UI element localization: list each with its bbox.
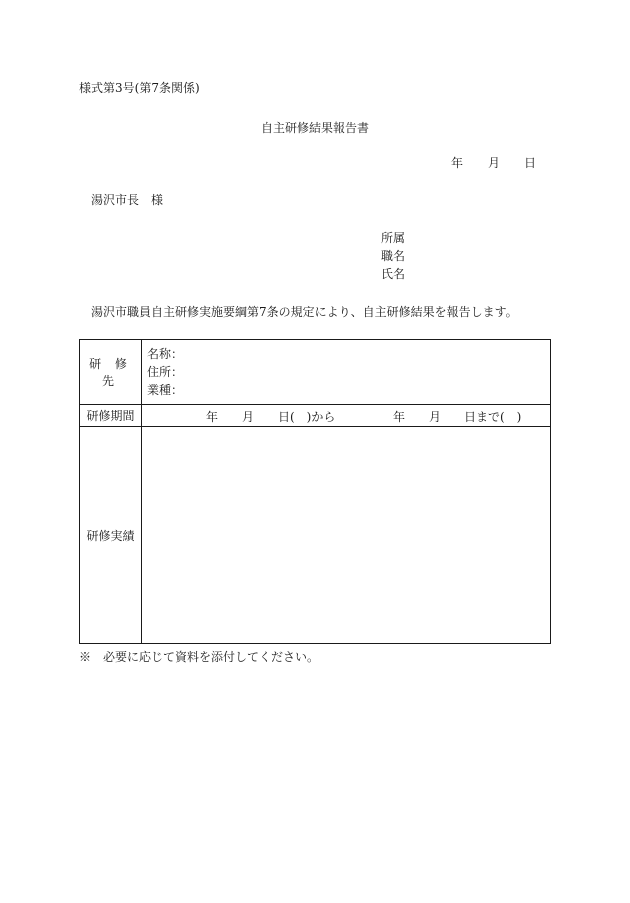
form-number: 様式第3号(第7条関係): [79, 81, 200, 95]
table-row-results: [80, 427, 551, 644]
period-cell[interactable]: [142, 405, 551, 427]
destination-label: 研 修 先: [80, 340, 142, 405]
report-table: [79, 339, 551, 644]
destination-industry-field: 業種：: [147, 383, 184, 397]
results-label: 研修実績: [80, 427, 142, 644]
table-row-destination: [80, 340, 551, 405]
sender-name-label: 氏名: [381, 267, 406, 281]
results-cell[interactable]: [142, 427, 551, 644]
addressee: 湯沢市長 様: [91, 193, 164, 207]
date-year-label: 年: [451, 156, 464, 170]
destination-address-field: 住所：: [147, 365, 184, 379]
destination-cell[interactable]: [142, 340, 551, 405]
sender-affiliation-label: 所属: [381, 231, 406, 245]
period-label: 研修期間: [80, 405, 142, 427]
sender-position-label: 職名: [381, 249, 406, 263]
period-start-year: 年: [206, 410, 219, 424]
footnote: ※ 必要に応じて資料を添付してください。: [79, 650, 320, 664]
period-end-day: 日まで( ): [464, 410, 522, 424]
report-body-text: 湯沢市職員自主研修実施要綱第7条の規定により、自主研修結果を報告します。: [91, 305, 518, 319]
date-month-label: 月: [488, 156, 501, 170]
period-end-month: 月: [429, 410, 442, 424]
table-row-period: [80, 405, 551, 427]
period-start-day: 日( )から: [278, 410, 336, 424]
document-title: 自主研修結果報告書: [260, 121, 369, 135]
period-end-year: 年: [393, 410, 406, 424]
destination-name-field: 名称：: [147, 347, 184, 361]
period-start-month: 月: [242, 410, 255, 424]
date-day-label: 日: [524, 156, 537, 170]
